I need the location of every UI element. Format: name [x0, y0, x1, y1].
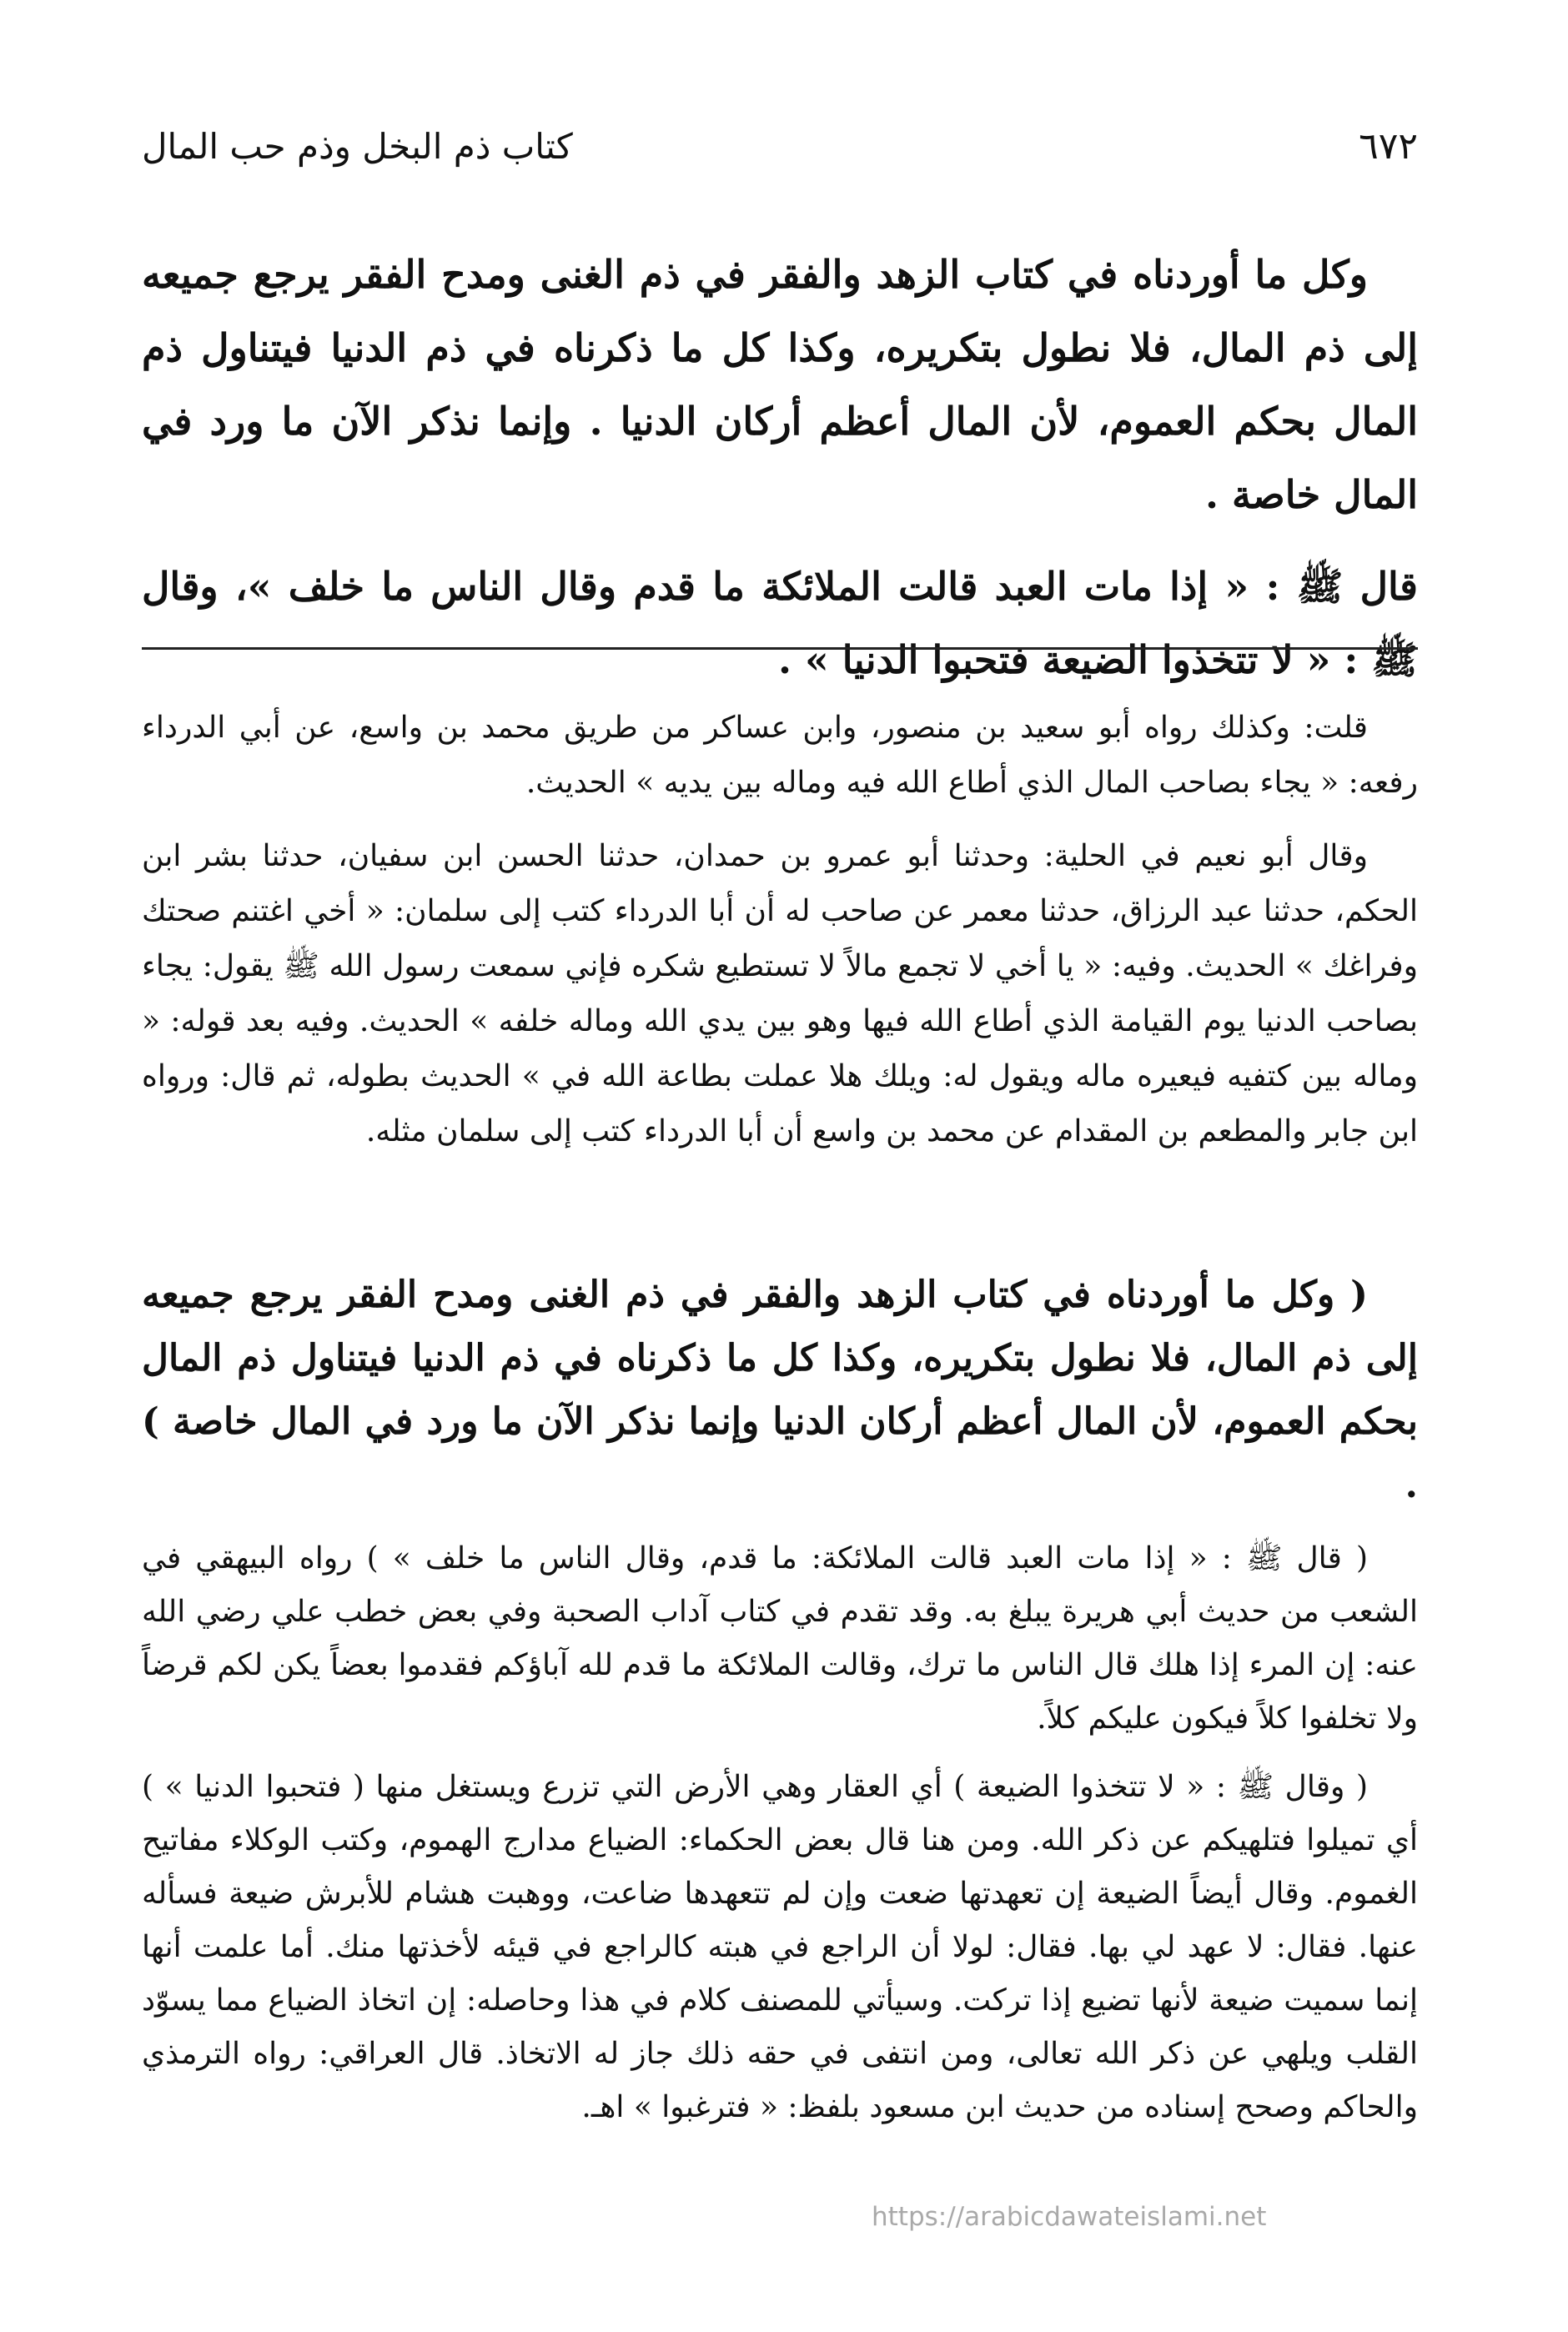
separator-rule [142, 647, 1418, 650]
commentary-paragraph: ( قال ﷺ : « إذا مات العبد قالت الملائكة: ما قدم، وقال الناس ما خلف » ) رواه البيهقي في الشعب من حديث أبي هريرة يبلغ به. وقد تقدم في كتاب آداب الصحبة وفي بعض خطب علي رضي الله عنه: إن المرء إذا هلك قال الناس ما ترك، وقالت الملائكة ما قدم لله آباؤكم فقدموا بعضاً يكن لكم قرضاً ولا تخلفوا كلاً فيكون عليكم كلاً. [142, 1541, 1418, 1736]
commentary-quote: ( وكل ما أوردناه في كتاب الزهد والفقر في ذم الغنى ومدح الفقر يرجع جميعه إلى ذم المال، فلا نطول بتكريره، وكذا كل ما ذكرناه في ذم الدنيا فيتناول ذم المال بحكم العموم، لأن المال أعظم أركان الدنيا وإنما نذكر الآن ما ورد في المال خاصة ) . [142, 1274, 1418, 1506]
page-header [142, 117, 1418, 175]
footnote-section [142, 701, 1418, 1159]
main-text [142, 238, 1418, 696]
commentary-paragraph: ( وقال ﷺ : « لا تتخذوا الضيعة ) أي العقار وهي الأرض التي تزرع ويستغل منها ( فتحبوا الدنيا » ) أي تميلوا فتلهيكم عن ذكر الله. ومن هنا قال بعض الحكماء: الضياع مدارج الهموم، وكتب الوكلاء مفاتيح الغموم. وقال أيضاً الضيعة إن تعهدتها ضعت وإن لم تتعهدها ضاعت، ووهبت هشام للأبرش ضيعة فسأله عنها. فقال: لا عهد لي بها. فقال: لولا أن الراجع في هبته كالراجع في قيئه لأخذتها منك. أما علمت أنها إنما سميت ضيعة لأنها تضيع إذا تركت. وسيأتي للمصنف كلام في هذا وحاصله: إن اتخاذ الضياع مما يسوّد القلب ويلهي عن ذكر الله تعالى، ومن انتفى في حقه ذلك جاز له الاتخاذ. قال العراقي: رواه الترمذي والحاكم وصحح إسناده من حديث ابن مسعود بلفظ: « فترغبوا » اهـ. [142, 1770, 1418, 2124]
page-number: ٦٧٢ [1359, 124, 1418, 168]
footnote-paragraph: وقال أبو نعيم في الحلية: وحدثنا أبو عمرو بن حمدان، حدثنا الحسن ابن سفيان، حدثنا بشر ابن الحكم، حدثنا عبد الرزاق، حدثنا معمر عن صاحب له أن أبا الدرداء كتب إلى سلمان: « أخي اغتنم صحتك وفراغك » الحديث. وفيه: « يا أخي لا تجمع مالاً لا تستطيع شكره فإني سمعت رسول الله ﷺ يقول: يجاء بصاحب الدنيا يوم القيامة الذي أطاع الله فيها وهو بين يدي الله وماله خلفه » الحديث. وفيه بعد قوله: « وماله بين كتفيه فيعيره ماله ويقول له: ويلك هلا عملت بطاعة الله في » الحديث بطوله، ثم قال: ورواه ابن جابر والمطعم بن المقدام عن محمد بن واسع أن أبا الدرداء كتب إلى سلمان مثله. [142, 839, 1418, 1148]
commentary-section [142, 1264, 1418, 2134]
watermark-url: https://arabicdawateislami.net [872, 2202, 1267, 2232]
hadith-paragraph: قال ﷺ : « إذا مات العبد قالت الملائكة ما قدم وقال الناس ما خلف »، وقال ﷺ : « لا تتخذوا الضيعة فتحبوا الدنيا » . [142, 564, 1418, 682]
footnote-paragraph: قلت: وكذلك رواه أبو سعيد بن منصور، وابن عساكر من طريق محمد بن واسع، عن أبي الدرداء رفعه: « يجاء بصاحب المال الذي أطاع الله فيه وماله بين يديه » الحديث. [142, 711, 1418, 800]
running-title: كتاب ذم البخل وذم حب المال [142, 125, 573, 167]
main-paragraph: وكل ما أوردناه في كتاب الزهد والفقر في ذم الغنى ومدح الفقر يرجع جميعه إلى ذم المال، فلا نطول بتكريره، وكذا كل ما ذكرناه في ذم الدنيا فيتناول ذم المال بحكم العموم، لأن المال أعظم أركان الدنيا . وإنما نذكر الآن ما ورد في المال خاصة . [142, 252, 1418, 517]
